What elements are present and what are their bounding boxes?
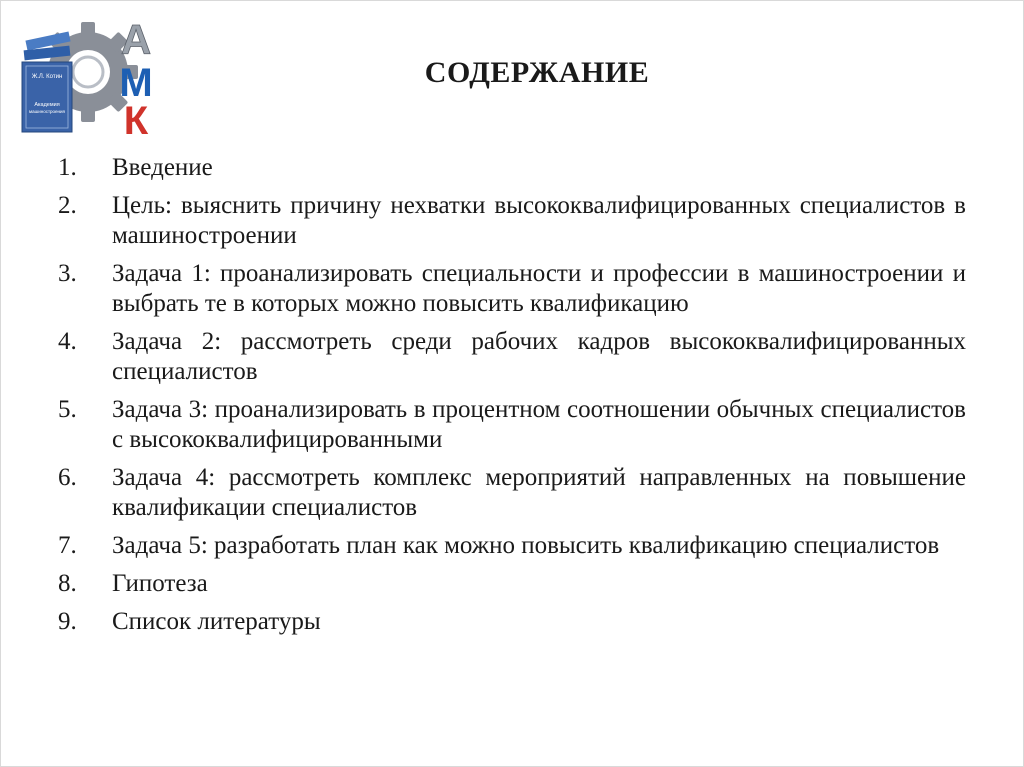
page-title: СОДЕРЖАНИЕ [424, 56, 650, 89]
list-item-text: Задача 1: проанализировать специальности и профессии в машиностроении и выбрать те в которых можно повысить квалификацию [112, 260, 966, 317]
list-item-number: 3. [58, 260, 77, 287]
list-item-text: Задача 4: рассмотреть комплекс мероприятий направленных на повышение квалификации специалистов [112, 464, 966, 521]
list-item [58, 259, 966, 319]
list-item-number: 2. [58, 192, 77, 219]
svg-text:машиностроения: машиностроения [29, 109, 65, 114]
list-item [58, 463, 966, 523]
list-item-text: Введение [112, 154, 213, 181]
list-item [58, 327, 966, 387]
svg-text:Академия: Академия [34, 102, 60, 108]
logo-letter-a: А [120, 16, 152, 63]
list-item-text: Задача 5: разработать план как можно повысить квалификацию специалистов [112, 532, 940, 559]
list-item-number: 9. [58, 608, 77, 635]
list-item [58, 607, 966, 637]
list-item [58, 395, 966, 455]
list-item-text: Задача 3: проанализировать в процентном соотношении обычных специалистов с высококвалифицированными [112, 396, 966, 453]
list-item [58, 531, 966, 561]
svg-text:Ж.Л. Котин: Ж.Л. Котин [31, 74, 63, 80]
list-item-number: 7. [58, 532, 77, 559]
list-item-text: Цель: выяснить причину нехватки высококвалифицированных специалистов в машиностроении [112, 192, 966, 249]
list-item-number: 6. [58, 464, 77, 491]
list-item-number: 5. [58, 396, 77, 423]
logo-letter-m: М [119, 61, 153, 105]
list-item-text: Задача 2: рассмотреть среди рабочих кадров высококвалифицированных специалистов [112, 328, 966, 385]
list-item-number: 4. [58, 328, 77, 355]
list-item-text: Гипотеза [112, 570, 208, 597]
list-item [58, 191, 966, 251]
list-item-number: 8. [58, 570, 77, 597]
list-item [58, 569, 966, 599]
list-item-number: 1. [58, 154, 77, 181]
list-item-text: Список литературы [112, 608, 321, 635]
list-item [58, 153, 966, 183]
table-of-contents [58, 153, 966, 645]
logo-letter-k: К [123, 99, 149, 138]
